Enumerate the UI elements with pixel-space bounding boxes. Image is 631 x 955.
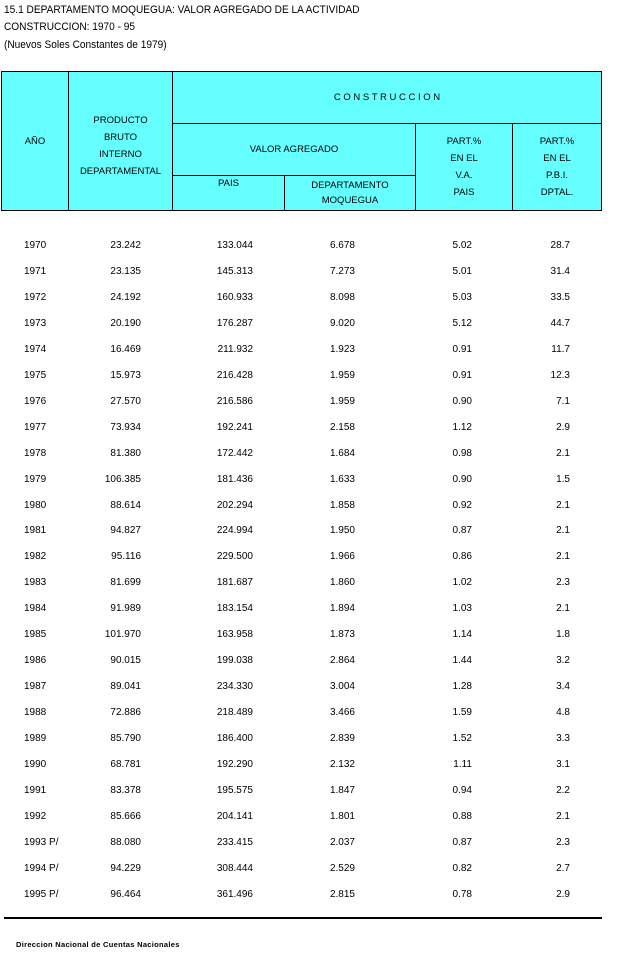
- pbi-cell: 27.570: [110, 395, 141, 407]
- pbi-cell: 24.192: [110, 291, 141, 303]
- pbi-cell: 72.886: [110, 707, 141, 719]
- pbi-cell: 91.989: [110, 603, 141, 615]
- pais-cell: 202.294: [216, 499, 253, 511]
- part-va-cell: 5.12: [452, 317, 472, 329]
- pais-cell: 176.287: [216, 317, 253, 329]
- pbi-cell: 96.464: [110, 888, 141, 900]
- table-row: [0, 447, 631, 461]
- part-va-cell: 1.12: [452, 421, 472, 433]
- report-subtitle: CONSTRUCCION: 1970 - 95: [4, 21, 136, 33]
- pais-cell: 308.444: [216, 862, 253, 874]
- part-pbi-cell: 3.3: [556, 733, 570, 745]
- year-cell: 1978: [24, 447, 47, 459]
- departamento-cell: 1.684: [329, 447, 355, 459]
- footer-divider: [4, 917, 602, 919]
- pais-cell: 163.958: [216, 629, 253, 641]
- part-va-cell: 0.98: [452, 447, 472, 459]
- part-va-cell: 1.02: [452, 577, 472, 589]
- year-cell: 1993 P/: [24, 836, 59, 848]
- part-pbi-cell: 3.1: [556, 759, 570, 770]
- year-cell: 1971: [24, 265, 47, 277]
- pbi-cell: 88.080: [110, 836, 141, 848]
- part-pbi-cell: 44.7: [550, 317, 570, 329]
- pbi-cell: 85.666: [110, 810, 141, 822]
- pbi-cell: 68.781: [110, 759, 141, 770]
- pbi-cell: 88.614: [110, 499, 141, 511]
- part-pbi-cell: 4.8: [556, 707, 570, 719]
- pais-cell: 160.933: [216, 291, 253, 303]
- part-va-cell: 5.02: [452, 240, 472, 251]
- part-pbi-cell: 12.3: [550, 369, 570, 381]
- pais-cell: 211.932: [217, 343, 253, 355]
- pbi-cell: 94.229: [110, 862, 141, 874]
- year-cell: 1974: [24, 343, 47, 355]
- table-row: [0, 680, 631, 694]
- part-va-cell: 5.03: [452, 291, 472, 303]
- header-departamento: [284, 175, 416, 211]
- part-va-cell: 0.90: [452, 395, 472, 407]
- year-cell: 1985: [24, 629, 47, 641]
- part-va-cell: 0.82: [452, 862, 472, 874]
- year-cell: 1994 P/: [24, 862, 59, 874]
- pais-cell: 183.154: [216, 603, 253, 615]
- part-va-cell: 0.92: [452, 499, 472, 511]
- table-row: [0, 862, 631, 876]
- departamento-cell: 1.950: [329, 525, 355, 537]
- pais-cell: 229.500: [216, 551, 253, 563]
- part-pbi-cell: 2.3: [556, 577, 570, 589]
- header-part-va-line3: V.A.: [455, 170, 473, 181]
- part-pbi-cell: 31.4: [550, 265, 570, 277]
- header-valor-agregado-label: VALOR AGREGADO: [249, 144, 339, 155]
- pais-cell: 361.496: [216, 888, 253, 900]
- part-va-cell: 0.78: [452, 888, 472, 900]
- part-va-cell: 0.86: [452, 551, 472, 563]
- year-cell: 1986: [24, 655, 47, 667]
- part-pbi-cell: 1.8: [556, 629, 570, 641]
- header-construccion: [172, 71, 602, 124]
- header-anio-label: AÑO: [24, 135, 46, 147]
- pbi-cell: 15.973: [110, 369, 141, 381]
- report-title: 15.1 DEPARTAMENTO MOQUEGUA: VALOR AGREGADO DE LA ACTIVIDAD: [4, 4, 360, 16]
- year-cell: 1992: [24, 810, 47, 822]
- year-cell: 1995 P/: [24, 888, 59, 900]
- part-pbi-cell: 2.1: [556, 525, 570, 537]
- header-valor-agregado: [172, 123, 416, 176]
- header-pbi-line2: BRUTO: [103, 132, 138, 143]
- table-row: [0, 421, 631, 435]
- header-anio: [1, 71, 69, 211]
- departamento-cell: 1.966: [329, 551, 355, 563]
- header-part-va-line2: EN EL: [450, 153, 478, 164]
- part-va-cell: 0.90: [452, 473, 472, 485]
- header-part-va: [415, 123, 513, 211]
- departamento-cell: 7.273: [329, 265, 355, 277]
- part-va-cell: 1.52: [452, 733, 472, 745]
- pais-cell: 216.586: [216, 395, 253, 407]
- table-row: [0, 291, 631, 305]
- year-cell: 1975: [24, 369, 47, 381]
- table-row: [0, 784, 631, 798]
- part-pbi-cell: 2.1: [556, 810, 570, 822]
- table-row: [0, 499, 631, 513]
- header-departamento-line2: MOQUEGUA: [321, 195, 379, 206]
- year-cell: 1988: [24, 707, 47, 719]
- year-cell: 1984: [24, 603, 47, 615]
- pais-cell: 224.994: [216, 525, 253, 537]
- departamento-cell: 1.894: [329, 603, 355, 615]
- header-pbi-line1: PRODUCTO: [93, 115, 148, 126]
- pbi-cell: 23.135: [110, 265, 141, 277]
- part-va-cell: 1.11: [453, 759, 472, 770]
- departamento-cell: 6.678: [329, 240, 355, 251]
- departamento-cell: 2.864: [329, 655, 355, 667]
- year-cell: 1987: [24, 681, 47, 693]
- pbi-cell: 23.242: [110, 240, 141, 251]
- pbi-cell: 95.116: [111, 551, 141, 563]
- departamento-cell: 2.037: [329, 836, 355, 848]
- departamento-cell: 3.004: [329, 681, 355, 693]
- departamento-cell: 2.158: [329, 421, 355, 433]
- departamento-cell: 9.020: [329, 317, 355, 329]
- departamento-cell: 1.847: [329, 784, 355, 796]
- pbi-cell: 81.380: [110, 447, 141, 459]
- part-pbi-cell: 3.4: [556, 681, 570, 693]
- part-va-cell: 1.03: [452, 603, 472, 615]
- table-row: [0, 473, 631, 487]
- table-row: [0, 602, 631, 616]
- year-cell: 1979: [24, 473, 47, 485]
- table-row: [0, 369, 631, 383]
- year-cell: 1983: [24, 577, 47, 589]
- pais-cell: 192.241: [216, 421, 253, 433]
- pais-cell: 172.442: [216, 447, 253, 459]
- year-cell: 1990: [24, 759, 47, 770]
- header-pbi-line3: INTERNO: [99, 149, 142, 160]
- part-va-cell: 5.01: [452, 265, 472, 277]
- part-pbi-cell: 33.5: [550, 291, 570, 303]
- pbi-cell: 20.190: [110, 317, 141, 329]
- source-note: Direccion Nacional de Cuentas Nacionales: [16, 940, 180, 949]
- header-part-pbi-line3: P.B.I.: [545, 170, 568, 181]
- table-row: [0, 550, 631, 564]
- part-va-cell: 0.91: [452, 369, 472, 381]
- table-row: [0, 524, 631, 538]
- header-part-pbi: [512, 123, 602, 211]
- part-pbi-cell: 7.1: [556, 395, 570, 407]
- header-part-pbi-line4: DPTAL.: [540, 187, 574, 198]
- header-pbi: [68, 71, 173, 211]
- part-pbi-cell: 2.1: [556, 447, 570, 459]
- part-pbi-cell: 11.7: [551, 343, 570, 355]
- departamento-cell: 1.923: [329, 343, 355, 355]
- departamento-cell: 8.098: [329, 291, 355, 303]
- year-cell: 1977: [24, 421, 47, 433]
- header-pais: [172, 175, 285, 211]
- part-pbi-cell: 2.3: [556, 836, 570, 848]
- pais-cell: 192.290: [216, 759, 253, 770]
- part-pbi-cell: 2.9: [556, 888, 570, 900]
- part-pbi-cell: 2.1: [556, 499, 570, 511]
- header-part-pbi-line2: EN EL: [543, 153, 571, 164]
- departamento-cell: 2.529: [329, 862, 355, 874]
- year-cell: 1970: [24, 240, 47, 251]
- pais-cell: 216.428: [216, 369, 253, 381]
- pais-cell: 195.575: [216, 784, 253, 796]
- part-pbi-cell: 2.2: [556, 784, 570, 796]
- pbi-cell: 83.378: [110, 784, 141, 796]
- table-row: [0, 317, 631, 331]
- year-cell: 1976: [24, 395, 47, 407]
- pbi-cell: 101.970: [104, 629, 141, 641]
- pbi-cell: 94.827: [110, 525, 141, 537]
- header-part-va-line4: PAIS: [453, 187, 475, 198]
- part-va-cell: 0.91: [452, 343, 472, 355]
- departamento-cell: 1.860: [329, 577, 355, 589]
- report-units: (Nuevos Soles Constantes de 1979): [4, 39, 167, 51]
- header-part-pbi-line1: PART.%: [539, 136, 575, 147]
- table-row: [0, 265, 631, 279]
- pais-cell: 234.330: [216, 681, 253, 693]
- year-cell: 1981: [24, 525, 47, 537]
- part-va-cell: 0.87: [452, 836, 472, 848]
- departamento-cell: 3.466: [329, 707, 355, 719]
- pais-cell: 181.436: [216, 473, 253, 485]
- pbi-cell: 90.015: [110, 655, 141, 667]
- table-row: [0, 395, 631, 409]
- pais-cell: 218.489: [216, 707, 253, 719]
- part-pbi-cell: 1.5: [556, 473, 570, 485]
- table-row: [0, 888, 631, 902]
- year-cell: 1973: [24, 317, 47, 329]
- part-pbi-cell: 2.7: [556, 862, 570, 874]
- year-cell: 1982: [24, 551, 47, 563]
- pbi-cell: 81.699: [110, 577, 141, 589]
- header-part-va-line1: PART.%: [446, 136, 482, 147]
- pais-cell: 186.400: [216, 733, 253, 745]
- part-va-cell: 0.94: [452, 784, 472, 796]
- departamento-cell: 1.873: [329, 629, 355, 641]
- part-va-cell: 1.44: [452, 655, 472, 667]
- departamento-cell: 2.839: [329, 733, 355, 745]
- pais-cell: 133.044: [216, 240, 253, 251]
- table-row: [0, 343, 631, 357]
- part-pbi-cell: 3.2: [556, 655, 570, 667]
- table-row: [0, 732, 631, 746]
- pais-cell: 204.141: [216, 810, 253, 822]
- part-pbi-cell: 2.9: [556, 421, 570, 433]
- departamento-cell: 1.801: [329, 810, 355, 822]
- part-va-cell: 0.88: [452, 810, 472, 822]
- part-va-cell: 1.14: [452, 629, 472, 641]
- pbi-cell: 73.934: [110, 421, 141, 433]
- pbi-cell: 106.385: [104, 473, 141, 485]
- departamento-cell: 1.858: [329, 499, 355, 511]
- part-pbi-cell: 28.7: [550, 240, 570, 251]
- table-row: [0, 576, 631, 590]
- departamento-cell: 1.959: [329, 395, 355, 407]
- header-departamento-line1: DEPARTAMENTO: [311, 180, 389, 191]
- table-row: [0, 628, 631, 642]
- departamento-cell: 1.959: [329, 369, 355, 381]
- part-va-cell: 1.59: [452, 707, 472, 719]
- pais-cell: 199.038: [216, 655, 253, 667]
- pais-cell: 181.687: [216, 577, 253, 589]
- table-row: [0, 706, 631, 720]
- year-cell: 1980: [24, 499, 47, 511]
- departamento-cell: 2.815: [329, 888, 355, 900]
- header-pais-label: PAIS: [218, 178, 239, 189]
- header-construccion-label: C O N S T R U C C I O N: [333, 92, 441, 103]
- pais-cell: 233.415: [216, 836, 253, 848]
- part-pbi-cell: 2.1: [556, 551, 570, 563]
- table-row: [0, 810, 631, 824]
- part-va-cell: 0.87: [452, 525, 472, 537]
- part-pbi-cell: 2.1: [556, 603, 570, 615]
- year-cell: 1991: [24, 784, 47, 796]
- departamento-cell: 2.132: [329, 759, 355, 770]
- part-va-cell: 1.28: [452, 681, 472, 693]
- departamento-cell: 1.633: [329, 473, 355, 485]
- table-row: [0, 654, 631, 668]
- year-cell: 1989: [24, 733, 47, 745]
- pbi-cell: 89.041: [110, 681, 141, 693]
- year-cell: 1972: [24, 291, 47, 303]
- pais-cell: 145.313: [216, 265, 253, 277]
- header-pbi-line4: DEPARTAMENTAL: [79, 166, 162, 177]
- pbi-cell: 16.469: [110, 343, 141, 355]
- table-row: [0, 836, 631, 850]
- table-row: [0, 758, 631, 772]
- pbi-cell: 85.790: [110, 733, 141, 745]
- table-row: [0, 239, 631, 253]
